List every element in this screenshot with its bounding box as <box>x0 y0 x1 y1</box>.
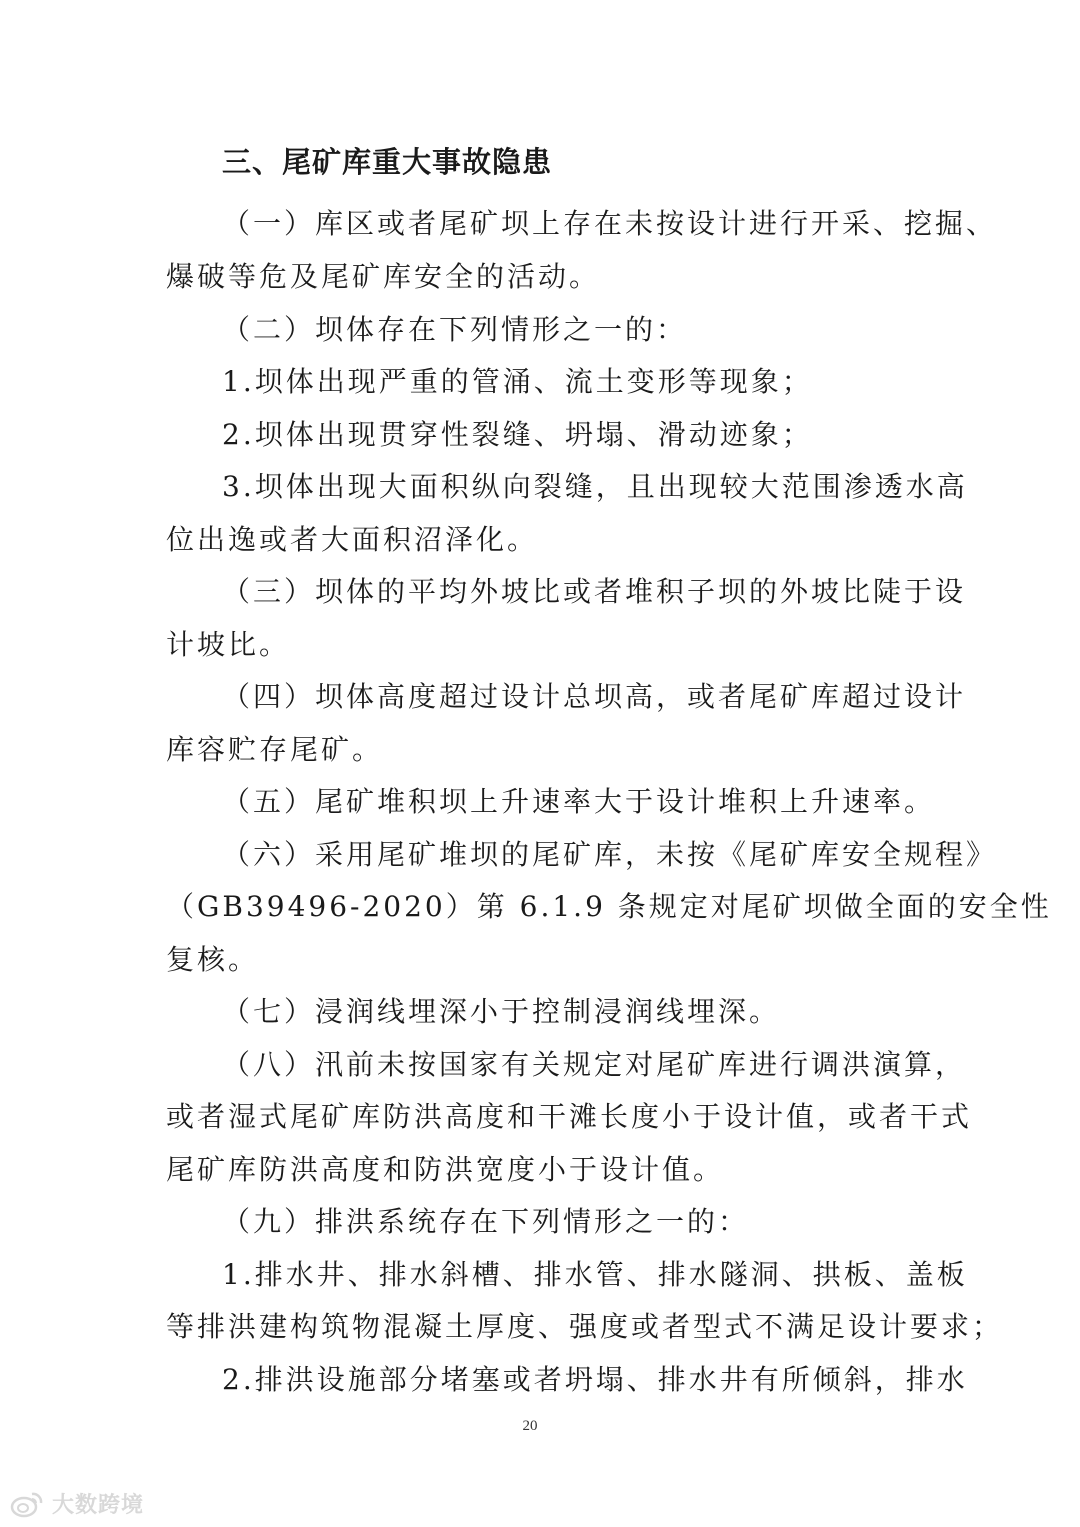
paragraph-line: （GB39496-2020）第 6.1.9 条规定对尾矿坝做全面的安全性 <box>166 890 1052 923</box>
paragraph-line: （七）浸润线埋深小于控制浸润线埋深。 <box>222 995 781 1028</box>
paragraph-line: 库容贮存尾矿。 <box>166 733 384 766</box>
paragraph-line: （八）汛前未按国家有关规定对尾矿库进行调洪演算， <box>222 1048 967 1081</box>
watermark <box>10 1488 144 1519</box>
paragraph-line: （三）坝体的平均外坡比或者堆积子坝的外坡比陡于设 <box>222 575 967 608</box>
paragraph-line: 计坡比。 <box>166 628 291 661</box>
paragraph-line: 等排洪建构筑物混凝土厚度、强度或者型式不满足设计要求； <box>166 1310 1004 1343</box>
paragraph-line: 2.坝体出现贯穿性裂缝、坍塌、滑动迹象； <box>222 418 813 451</box>
page-number: 20 <box>522 1418 538 1434</box>
paragraph-line: 位出逸或者大面积沼泽化。 <box>166 523 539 556</box>
weibo-logo-icon <box>10 1490 44 1518</box>
watermark-text: 大数跨境 <box>52 1493 145 1518</box>
paragraph-line: （九）排洪系统存在下列情形之一的： <box>222 1205 750 1238</box>
paragraph-line: （六）采用尾矿堆坝的尾矿库，未按《尾矿库安全规程》 <box>222 838 998 871</box>
paragraph-line: （一）库区或者尾矿坝上存在未按设计进行开采、挖掘、 <box>222 207 998 240</box>
paragraph-line: 复核。 <box>166 943 260 976</box>
paragraph-line: （四）坝体高度超过设计总坝高，或者尾矿库超过设计 <box>222 680 967 713</box>
paragraph-line: 2.排洪设施部分堵塞或者坍塌、排水井有所倾斜，排水 <box>222 1363 968 1396</box>
section-heading: 三、尾矿库重大事故隐患 <box>222 145 553 179</box>
paragraph-line: 3.坝体出现大面积纵向裂缝，且出现较大范围渗透水高 <box>222 470 968 503</box>
paragraph-line: （二）坝体存在下列情形之一的： <box>222 313 688 346</box>
paragraph-line: 尾矿库防洪高度和防洪宽度小于设计值。 <box>166 1153 725 1186</box>
paragraph-line: （五）尾矿堆积坝上升速率大于设计堆积上升速率。 <box>222 785 936 818</box>
paragraph-line: 1.坝体出现严重的管涌、流土变形等现象； <box>222 365 813 398</box>
paragraph-line: 爆破等危及尾矿库安全的活动。 <box>166 260 601 293</box>
paragraph-line: 1.排水井、排水斜槽、排水管、排水隧洞、拱板、盖板 <box>222 1258 968 1291</box>
paragraph-line: 或者湿式尾矿库防洪高度和干滩长度小于设计值，或者干式 <box>166 1100 973 1133</box>
